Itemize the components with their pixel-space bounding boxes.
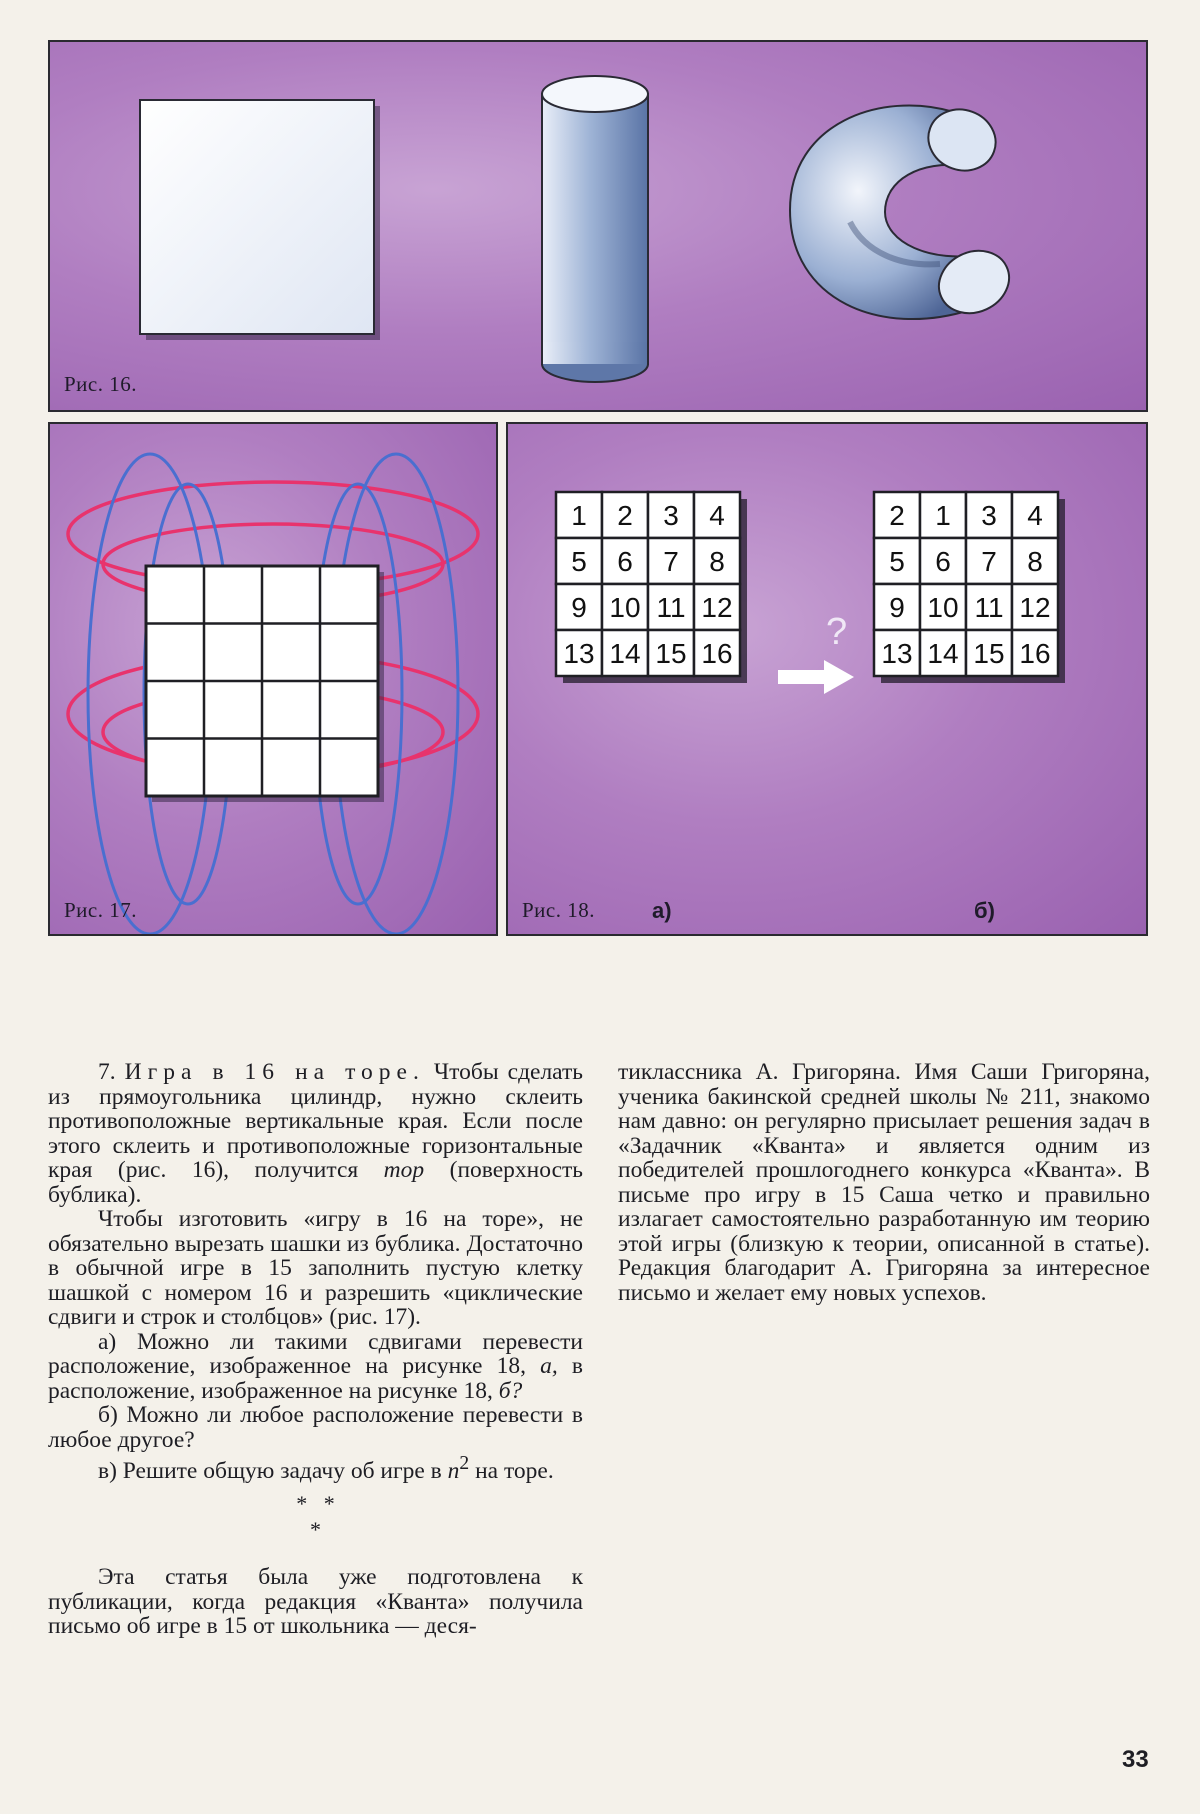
grid-b-tile-number: 12 <box>1019 592 1051 623</box>
problem-text: Чтобы сделать из прямоугольника цилиндр, нужно склеить противоположные вертикальные края. Если после этого склеить и противоположные горизонтальные края (рис. 16), получится <box>48 1059 583 1183</box>
figure-18-label-b: б) <box>974 898 995 923</box>
puzzle-grid-b <box>874 492 1065 683</box>
grid-a-tile-number: 6 <box>617 546 633 577</box>
question-c-exp: 2 <box>459 1453 470 1474</box>
grid-a-tile-number: 5 <box>571 546 587 577</box>
bent-cylinder-shape <box>790 100 1019 324</box>
grid-a-tile-number: 8 <box>709 546 725 577</box>
grid-b-tile-number: 14 <box>927 638 959 669</box>
question-a-mid: в расположение, изображенное на рисунке 18, <box>48 1353 583 1404</box>
figure-17-caption: Рис. 17. <box>64 898 137 922</box>
grid-b-tile-number: 1 <box>935 500 951 531</box>
article-column-left <box>48 1060 583 1639</box>
problem-paragraph <box>48 1060 583 1207</box>
question-c-var: n <box>447 1457 460 1484</box>
grid-a-tile-number: 4 <box>709 500 725 531</box>
grid-a-tile-number: 15 <box>655 638 687 669</box>
grid-a-tile-number: 16 <box>701 638 733 669</box>
figure-18-label-a: а) <box>652 898 672 923</box>
grid-a-tile-number: 2 <box>617 500 633 531</box>
grid-a-tile-number: 13 <box>563 638 595 669</box>
grid-a-tile-number: 7 <box>663 546 679 577</box>
editorial-note-continued: тиклассника А. Григоряна. Имя Саши Григоряна, ученика бакинской средней школы № 211, знакомо нам давно: он регулярно присылает решения задач в «Задачник «Кванта» и является одним из победителей прошлогоднего конкурса «Кванта». В письме про игру в 15 Саша четко и правильно излагает самостоятельно разработанную им теорию этой игры (близкую к теории, описанной в статье). Редакция благодарит А. Григоряна за интересное письмо и желает ему новых успехов. <box>618 1059 1150 1306</box>
grid-b-tile-number: 15 <box>973 638 1005 669</box>
figure-16-panel <box>48 40 1148 412</box>
figure-16-caption: Рис. 16. <box>64 372 137 396</box>
question-a-start: а) Можно ли такими сдвигами перевести расположение, изображенное на рисунке 18, <box>48 1328 583 1379</box>
grid-a-tile-number: 3 <box>663 500 679 531</box>
grid-b-tile-number: 3 <box>981 500 997 531</box>
transform-arrow-icon <box>778 660 854 694</box>
grid-b-tile-number: 6 <box>935 546 951 577</box>
grid-a-tile-number: 11 <box>656 592 686 623</box>
cylinder-shape <box>542 76 648 382</box>
grid-b-tile-number: 7 <box>981 546 997 577</box>
grid-a-tile-number: 12 <box>701 592 733 623</box>
figure-18-caption: Рис. 18. <box>522 898 595 922</box>
question-c-end: на торе. <box>475 1457 554 1484</box>
grid-b-tile-number: 5 <box>889 546 905 577</box>
editorial-note-start: Эта статья была уже подготовлена к публикации, когда редакция «Кванта» получила письмо об игре в 15 от школьника — деся- <box>48 1564 583 1640</box>
grid-b-tile-number: 9 <box>889 592 905 623</box>
paragraph-2: Чтобы изготовить «игру в 16 на торе», не обязательно вырезать шашки из бублика. Достаточно в обычной игре в 15 заполнить пустую клетку шашкой с номером 16 и разрешить «циклические сдвиги и строк и столбцов» (рис. 17). <box>48 1206 583 1330</box>
grid-b-tile-number: 16 <box>1019 638 1051 669</box>
question-mark: ? <box>826 611 848 653</box>
section-separator <box>48 1491 583 1543</box>
grid-a-tile-number: 10 <box>609 592 641 623</box>
puzzle-grid-a <box>556 492 747 683</box>
figure-18-panel <box>506 422 1148 936</box>
figure-18-illustration <box>508 424 1146 934</box>
grid-b-tile-number: 8 <box>1027 546 1043 577</box>
grid-b-tile-number: 2 <box>889 500 905 531</box>
article-column-right <box>618 1060 1150 1305</box>
figure-16-illustration <box>50 42 1146 410</box>
question-a-ref1: а, <box>540 1353 558 1379</box>
figure-17-panel <box>48 422 498 936</box>
grid-a-tile-number: 14 <box>609 638 641 669</box>
grid-b-tile-number: 13 <box>881 638 913 669</box>
grid-b-tile-number: 10 <box>927 592 959 623</box>
grid-a-tile-number: 1 <box>571 500 587 531</box>
question-c-start: в) Решите общую задачу об игре в <box>98 1457 442 1484</box>
term-tor: тор <box>383 1157 425 1183</box>
page-number: 33 <box>1122 1746 1149 1773</box>
problem-title: Игра в 16 на торе. <box>124 1059 425 1085</box>
grid-b-tile-number: 4 <box>1027 500 1043 531</box>
stars-top: * * <box>296 1491 335 1517</box>
stars-bottom: * <box>310 1517 321 1543</box>
figure-17-illustration <box>50 424 496 934</box>
torus-grid <box>146 566 384 802</box>
problem-text-end: (поверхность бублика). <box>48 1157 584 1208</box>
grid-a-tile-number: 9 <box>571 592 587 623</box>
question-a <box>48 1330 583 1404</box>
question-b: б) Можно ли любое расположение перевести в любое другое? <box>48 1402 583 1453</box>
problem-number: 7. <box>98 1059 116 1085</box>
question-c <box>48 1452 583 1483</box>
question-a-ref2: б? <box>498 1377 523 1404</box>
grid-b-tile-number: 11 <box>974 592 1004 623</box>
